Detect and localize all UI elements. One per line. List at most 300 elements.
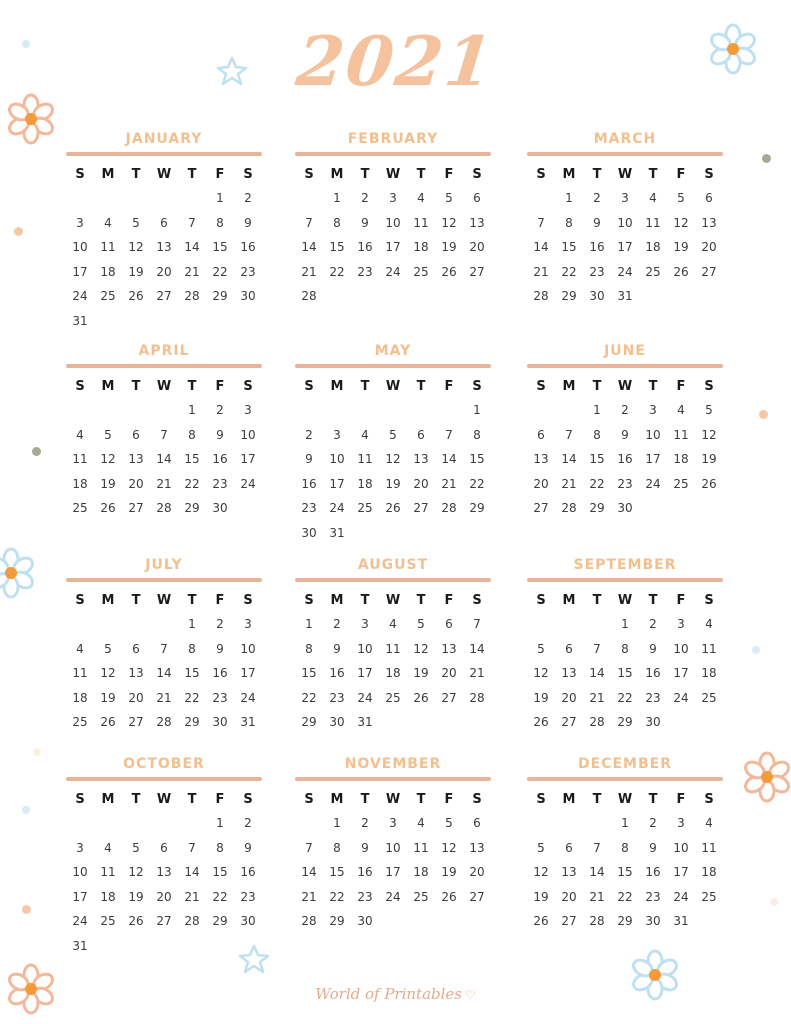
day-cell: 14 — [561, 452, 577, 467]
weekday-header: T — [187, 167, 197, 182]
day-cell: 30 — [240, 289, 256, 304]
empty-day-cell — [66, 186, 94, 211]
day-cell: 9 — [593, 215, 601, 230]
day-cell: 6 — [705, 191, 713, 205]
month-divider — [66, 777, 262, 781]
day-cell: 13 — [128, 666, 144, 681]
day-cell: 13 — [561, 666, 577, 681]
day-cell: 15 — [329, 240, 345, 255]
empty-day-cell — [351, 398, 379, 423]
day-cell: 4 — [705, 617, 713, 631]
day-cell: 23 — [240, 264, 256, 279]
empty-day-cell — [527, 811, 555, 836]
weekday-header: T — [131, 379, 141, 394]
empty-day-cell — [122, 811, 150, 836]
month-name: JULY — [145, 557, 183, 573]
day-cell: 5 — [537, 641, 545, 656]
day-cell: 26 — [413, 690, 429, 705]
day-cell: 18 — [413, 865, 429, 880]
day-cell: 18 — [357, 476, 373, 491]
weekday-header: S — [472, 379, 482, 394]
empty-day-cell — [555, 612, 583, 637]
day-cell: 26 — [701, 476, 717, 491]
month-june — [527, 342, 723, 521]
weekday-header: T — [187, 379, 197, 394]
day-cell: 2 — [593, 191, 601, 205]
month-divider — [66, 364, 262, 368]
day-cell: 20 — [533, 476, 549, 491]
day-cell: 9 — [361, 215, 369, 230]
empty-day-cell — [150, 612, 178, 637]
day-grid — [295, 376, 491, 546]
day-cell: 11 — [100, 240, 116, 255]
day-cell: 12 — [701, 427, 717, 442]
day-cell: 28 — [561, 501, 577, 516]
day-cell: 23 — [329, 690, 345, 705]
day-cell: 14 — [301, 240, 317, 255]
day-cell: 12 — [441, 215, 457, 230]
empty-day-cell — [150, 186, 178, 211]
weekday-header: F — [676, 792, 686, 807]
day-cell: 21 — [301, 264, 317, 279]
weekday-header: T — [187, 792, 197, 807]
day-cell: 12 — [100, 452, 116, 467]
weekday-header: F — [676, 379, 686, 394]
empty-day-cell — [150, 811, 178, 836]
empty-day-cell — [94, 398, 122, 423]
day-cell: 20 — [701, 240, 717, 255]
day-cell: 11 — [72, 452, 88, 467]
month-august — [295, 556, 491, 735]
day-cell: 5 — [104, 427, 112, 442]
day-cell: 6 — [132, 641, 140, 656]
month-name: FEBRUARY — [347, 131, 439, 147]
day-cell: 31 — [240, 715, 256, 730]
day-grid — [295, 789, 491, 934]
day-cell: 1 — [305, 617, 313, 631]
weekday-header: F — [215, 792, 225, 807]
weekday-header: F — [676, 167, 686, 182]
day-cell: 2 — [621, 403, 629, 417]
day-cell: 13 — [156, 240, 172, 255]
day-cell: 19 — [128, 889, 144, 904]
day-cell: 5 — [417, 617, 425, 631]
weekday-header: S — [704, 792, 714, 807]
day-cell: 6 — [445, 617, 453, 631]
day-cell: 29 — [617, 914, 633, 929]
weekday-header: M — [562, 593, 576, 608]
day-cell: 31 — [72, 938, 88, 953]
day-cell: 8 — [305, 641, 313, 656]
day-cell: 19 — [533, 690, 549, 705]
month-name: DECEMBER — [578, 756, 672, 772]
day-cell: 14 — [301, 865, 317, 880]
empty-day-cell — [435, 398, 463, 423]
day-cell: 18 — [413, 240, 429, 255]
day-cell: 21 — [156, 476, 172, 491]
weekday-header: S — [304, 792, 314, 807]
day-cell: 17 — [72, 264, 88, 279]
weekday-header: T — [416, 593, 426, 608]
day-cell: 1 — [593, 403, 601, 417]
star-icon — [216, 56, 248, 86]
day-cell: 17 — [673, 865, 689, 880]
weekday-header: S — [304, 379, 314, 394]
day-cell: 12 — [413, 641, 429, 656]
day-grid — [66, 376, 262, 521]
day-cell: 18 — [701, 865, 717, 880]
weekday-header: S — [704, 593, 714, 608]
day-cell: 17 — [385, 240, 401, 255]
weekday-header: M — [562, 792, 576, 807]
day-cell: 15 — [184, 666, 200, 681]
day-cell: 12 — [128, 240, 144, 255]
day-cell: 18 — [645, 240, 661, 255]
month-december — [527, 755, 723, 934]
day-cell: 19 — [533, 889, 549, 904]
day-cell: 11 — [100, 865, 116, 880]
weekday-header: T — [592, 593, 602, 608]
day-grid — [527, 164, 723, 309]
month-name: AUGUST — [357, 557, 429, 573]
day-cell: 27 — [701, 264, 717, 279]
day-cell: 17 — [357, 666, 373, 681]
weekday-header: W — [617, 593, 633, 608]
day-cell: 20 — [561, 889, 577, 904]
day-cell: 22 — [212, 889, 228, 904]
day-cell: 30 — [357, 914, 373, 929]
weekday-header: S — [472, 792, 482, 807]
weekday-header: W — [156, 167, 172, 182]
day-cell: 19 — [100, 690, 116, 705]
weekday-header: W — [617, 167, 633, 182]
day-cell: 18 — [701, 666, 717, 681]
day-cell: 29 — [184, 715, 200, 730]
empty-day-cell — [527, 612, 555, 637]
day-cell: 1 — [565, 191, 573, 205]
day-cell: 23 — [212, 690, 228, 705]
weekday-header: F — [444, 379, 454, 394]
day-cell: 1 — [216, 816, 224, 830]
month-may — [295, 342, 491, 546]
day-cell: 12 — [533, 666, 549, 681]
day-cell: 9 — [361, 840, 369, 855]
day-cell: 2 — [649, 617, 657, 631]
empty-day-cell — [379, 398, 407, 423]
day-cell: 24 — [240, 690, 256, 705]
day-cell: 18 — [385, 666, 401, 681]
day-cell: 22 — [617, 690, 633, 705]
day-cell: 6 — [160, 840, 168, 855]
weekday-header: S — [243, 379, 253, 394]
month-name: APRIL — [138, 343, 190, 359]
day-grid — [66, 789, 262, 959]
day-cell: 5 — [705, 403, 713, 417]
day-cell: 5 — [537, 840, 545, 855]
month-divider — [295, 152, 491, 156]
day-cell: 16 — [357, 240, 373, 255]
day-cell: 27 — [561, 715, 577, 730]
day-grid — [295, 590, 491, 735]
day-cell: 31 — [357, 715, 373, 730]
day-cell: 3 — [677, 816, 685, 830]
day-cell: 22 — [212, 264, 228, 279]
weekday-header: M — [562, 379, 576, 394]
day-cell: 30 — [212, 501, 228, 516]
day-cell: 16 — [357, 865, 373, 880]
empty-day-cell — [527, 186, 555, 211]
day-cell: 28 — [184, 289, 200, 304]
day-cell: 15 — [212, 865, 228, 880]
day-cell: 29 — [212, 914, 228, 929]
day-cell: 28 — [589, 914, 605, 929]
weekday-header: M — [101, 167, 115, 182]
day-cell: 8 — [333, 840, 341, 855]
day-cell: 21 — [441, 476, 457, 491]
day-cell: 27 — [156, 289, 172, 304]
day-cell: 27 — [128, 715, 144, 730]
month-divider — [527, 578, 723, 582]
day-cell: 3 — [76, 215, 84, 230]
month-divider — [66, 152, 262, 156]
empty-day-cell — [323, 398, 351, 423]
day-cell: 3 — [333, 427, 341, 442]
day-cell: 20 — [128, 476, 144, 491]
day-cell: 24 — [617, 264, 633, 279]
weekday-header: S — [472, 167, 482, 182]
day-cell: 7 — [473, 617, 481, 631]
weekday-header: W — [385, 167, 401, 182]
day-cell: 18 — [673, 452, 689, 467]
day-cell: 9 — [216, 427, 224, 442]
day-cell: 13 — [469, 215, 485, 230]
day-cell: 19 — [441, 240, 457, 255]
day-grid — [527, 789, 723, 934]
day-cell: 26 — [441, 264, 457, 279]
day-cell: 2 — [361, 191, 369, 205]
day-cell: 24 — [357, 690, 373, 705]
weekday-header: T — [131, 167, 141, 182]
day-cell: 5 — [104, 641, 112, 656]
weekday-header: W — [156, 593, 172, 608]
day-cell: 15 — [301, 666, 317, 681]
day-cell: 1 — [333, 816, 341, 830]
weekday-header: S — [75, 167, 85, 182]
blue-daisy-icon — [0, 546, 38, 600]
day-cell: 11 — [413, 215, 429, 230]
day-cell: 8 — [621, 641, 629, 656]
empty-day-cell — [178, 186, 206, 211]
day-cell: 9 — [649, 840, 657, 855]
weekday-header: W — [156, 792, 172, 807]
day-cell: 25 — [72, 715, 88, 730]
day-cell: 12 — [673, 215, 689, 230]
day-cell: 10 — [72, 865, 88, 880]
day-cell: 5 — [132, 840, 140, 855]
day-cell: 19 — [100, 476, 116, 491]
day-cell: 29 — [469, 501, 485, 516]
day-cell: 6 — [132, 427, 140, 442]
weekday-header: S — [536, 593, 546, 608]
day-cell: 1 — [216, 191, 224, 205]
decorative-dot — [752, 646, 760, 654]
day-cell: 31 — [72, 313, 88, 328]
day-cell: 21 — [184, 264, 200, 279]
day-cell: 2 — [244, 191, 252, 205]
day-cell: 19 — [441, 865, 457, 880]
weekday-header: S — [243, 792, 253, 807]
day-cell: 11 — [72, 666, 88, 681]
day-cell: 20 — [413, 476, 429, 491]
day-cell: 22 — [561, 264, 577, 279]
empty-day-cell — [407, 398, 435, 423]
day-cell: 2 — [216, 617, 224, 631]
empty-day-cell — [66, 398, 94, 423]
month-name: MARCH — [593, 131, 657, 147]
day-cell: 6 — [473, 191, 481, 205]
month-name: JUNE — [604, 343, 646, 359]
day-cell: 14 — [184, 865, 200, 880]
day-cell: 15 — [212, 240, 228, 255]
day-cell: 15 — [469, 452, 485, 467]
month-january — [66, 130, 262, 334]
day-cell: 27 — [441, 690, 457, 705]
day-cell: 29 — [184, 501, 200, 516]
day-cell: 20 — [469, 240, 485, 255]
weekday-header: T — [360, 593, 370, 608]
day-cell: 24 — [673, 889, 689, 904]
day-cell: 4 — [104, 215, 112, 230]
day-cell: 17 — [240, 666, 256, 681]
day-cell: 22 — [184, 690, 200, 705]
weekday-header: S — [704, 379, 714, 394]
empty-day-cell — [583, 612, 611, 637]
weekday-header: S — [243, 167, 253, 182]
day-cell: 16 — [212, 452, 228, 467]
day-cell: 7 — [160, 427, 168, 442]
day-cell: 28 — [301, 914, 317, 929]
day-cell: 2 — [361, 816, 369, 830]
day-cell: 22 — [469, 476, 485, 491]
day-cell: 26 — [533, 715, 549, 730]
day-cell: 25 — [673, 476, 689, 491]
day-cell: 14 — [589, 865, 605, 880]
day-cell: 26 — [441, 889, 457, 904]
day-cell: 24 — [385, 264, 401, 279]
day-cell: 21 — [533, 264, 549, 279]
day-cell: 20 — [561, 690, 577, 705]
day-cell: 14 — [589, 666, 605, 681]
weekday-header: T — [360, 792, 370, 807]
day-cell: 5 — [132, 215, 140, 230]
day-cell: 23 — [617, 476, 633, 491]
day-cell: 30 — [240, 914, 256, 929]
day-cell: 8 — [188, 641, 196, 656]
month-divider — [527, 152, 723, 156]
day-cell: 26 — [533, 914, 549, 929]
day-cell: 21 — [156, 690, 172, 705]
day-cell: 1 — [333, 191, 341, 205]
weekday-header: M — [562, 167, 576, 182]
empty-day-cell — [122, 398, 150, 423]
day-grid — [66, 590, 262, 735]
day-cell: 1 — [621, 816, 629, 830]
weekday-header: T — [131, 593, 141, 608]
day-cell: 4 — [76, 427, 84, 442]
day-cell: 13 — [128, 452, 144, 467]
day-cell: 10 — [673, 840, 689, 855]
day-cell: 6 — [160, 215, 168, 230]
day-cell: 14 — [156, 452, 172, 467]
day-cell: 29 — [589, 501, 605, 516]
day-cell: 24 — [240, 476, 256, 491]
day-cell: 9 — [621, 427, 629, 442]
day-cell: 13 — [469, 840, 485, 855]
weekday-header: T — [648, 379, 658, 394]
empty-day-cell — [66, 811, 94, 836]
day-cell: 28 — [156, 501, 172, 516]
day-cell: 27 — [156, 914, 172, 929]
day-cell: 7 — [593, 641, 601, 656]
peach-daisy-icon — [740, 750, 791, 804]
day-cell: 4 — [389, 617, 397, 631]
day-cell: 15 — [561, 240, 577, 255]
day-cell: 23 — [645, 690, 661, 705]
day-cell: 12 — [533, 865, 549, 880]
empty-day-cell — [295, 398, 323, 423]
day-cell: 30 — [645, 914, 661, 929]
weekday-header: S — [304, 593, 314, 608]
weekday-header: F — [215, 379, 225, 394]
day-cell: 3 — [361, 617, 369, 631]
day-cell: 10 — [673, 641, 689, 656]
day-cell: 3 — [621, 191, 629, 205]
day-cell: 15 — [617, 865, 633, 880]
day-cell: 3 — [649, 403, 657, 417]
day-cell: 1 — [188, 617, 196, 631]
day-cell: 11 — [413, 840, 429, 855]
day-cell: 8 — [188, 427, 196, 442]
peach-daisy-icon — [4, 92, 58, 146]
day-cell: 27 — [561, 914, 577, 929]
day-cell: 22 — [301, 690, 317, 705]
month-divider — [527, 364, 723, 368]
day-cell: 9 — [216, 641, 224, 656]
weekday-header: T — [648, 167, 658, 182]
day-cell: 8 — [473, 427, 481, 442]
day-cell: 20 — [128, 690, 144, 705]
brand-footer — [0, 985, 791, 1003]
day-cell: 20 — [156, 264, 172, 279]
day-cell: 13 — [413, 452, 429, 467]
day-cell: 3 — [389, 191, 397, 205]
day-cell: 29 — [301, 715, 317, 730]
weekday-header: M — [330, 792, 344, 807]
day-cell: 4 — [649, 191, 657, 205]
day-cell: 11 — [701, 641, 717, 656]
day-cell: 13 — [533, 452, 549, 467]
day-cell: 2 — [649, 816, 657, 830]
brand-name: World of Printables — [315, 985, 463, 1003]
decorative-dot — [762, 154, 771, 163]
weekday-header: T — [648, 593, 658, 608]
day-cell: 29 — [329, 914, 345, 929]
weekday-header: T — [592, 379, 602, 394]
day-cell: 28 — [184, 914, 200, 929]
day-cell: 17 — [673, 666, 689, 681]
month-march — [527, 130, 723, 309]
month-name: OCTOBER — [123, 756, 205, 772]
